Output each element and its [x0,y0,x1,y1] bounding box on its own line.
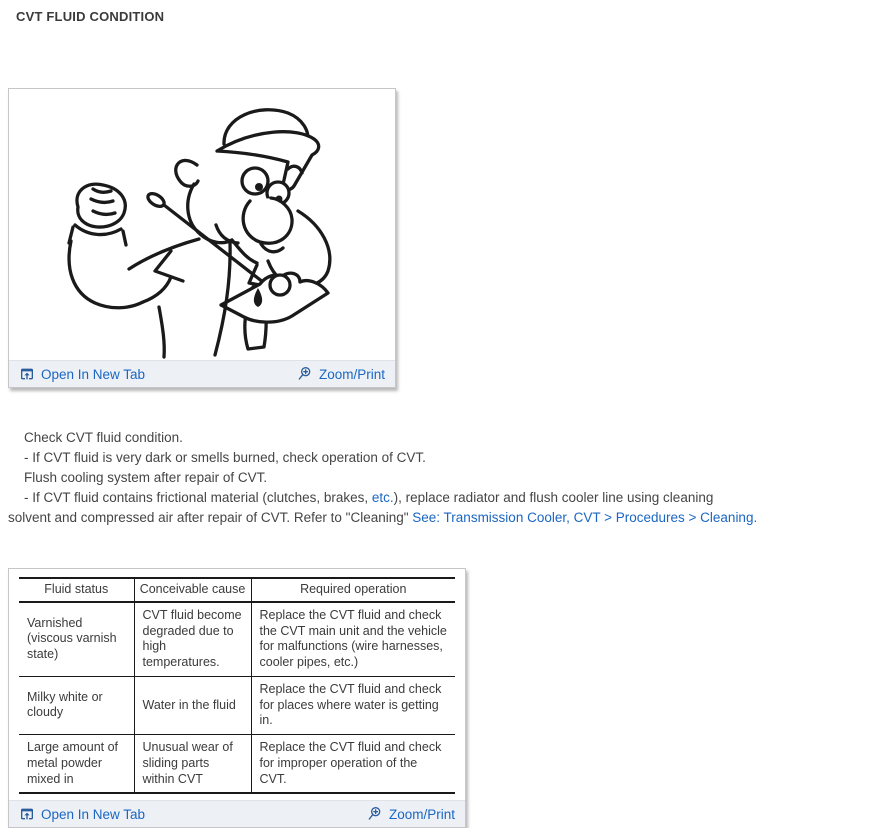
open-in-new-tab-link[interactable] [19,806,145,822]
zoom-plus-icon [297,366,313,382]
figure-toolbar [9,800,465,827]
zoom-print-label: Zoom/Print [388,806,455,822]
table-cell: CVT fluid become degraded due to high temperatures. [134,602,251,677]
figure-fluid-condition-table [8,568,466,828]
table-cell: Milky white or cloudy [19,676,134,734]
table-cell: Varnished (viscous varnish state) [27,615,117,662]
open-in-new-tab-link[interactable] [19,366,145,382]
text-segment: solvent and compressed air after repair of CVT. Refer to "Cleaning" [8,510,413,525]
open-in-new-tab-icon [19,806,35,822]
text-line: - If CVT fluid is very dark or smells burned, check operation of CVT. [24,450,426,465]
text-segment: - If CVT fluid contains frictional material (clutches, brakes, [24,490,372,505]
figure-toolbar [9,360,395,387]
procedure-text [8,428,874,528]
zoom-print-link[interactable] [367,806,455,822]
zoom-print-link[interactable] [297,366,385,382]
open-in-new-tab-label: Open In New Tab [41,366,146,382]
table-cell: Replace the CVT fluid and check for places where water is getting in. [251,676,455,734]
table-cell: Replace the CVT fluid and check for improper operation of the CVT. [251,735,455,794]
table-row [19,602,455,677]
text-line: Check CVT fluid condition. [24,430,183,445]
table-cell: Unusual wear of sliding parts within CVT [134,735,251,794]
table-cell: Replace the CVT fluid and check the CVT main unit and the vehicle for malfunctions (wire harnesses, cooler pipes, etc.) [251,602,455,677]
column-header: Conceivable cause [134,578,251,602]
cvt-fluid-check-cartoon [9,89,395,360]
text-segment: ), replace radiator and flush cooler line using cleaning [393,490,714,505]
figure-cvt-fluid-check [8,88,396,388]
open-in-new-tab-icon [19,366,35,382]
column-header: Required operation [251,578,455,602]
text-line [8,508,874,528]
table-cell: Water in the fluid [134,676,251,734]
see-cleaning-procedure-link[interactable]: See: Transmission Cooler, CVT > Procedures > Cleaning. [412,510,758,525]
etc-link[interactable]: etc. [371,490,394,505]
table-cell: Large amount of metal powder mixed in [19,735,134,794]
fluid-condition-table [19,577,455,794]
zoom-print-label: Zoom/Print [318,366,385,382]
page-title: CVT FLUID CONDITION [16,9,165,24]
text-line: Flush cooling system after repair of CVT. [24,470,268,485]
text-line [8,488,874,508]
open-in-new-tab-label: Open In New Tab [41,806,146,822]
fluid-condition-table-image [9,569,465,800]
table-row [19,735,455,794]
column-header: Fluid status [19,578,134,602]
table-header-row [19,578,455,602]
zoom-plus-icon [367,806,383,822]
table-row [19,676,455,734]
